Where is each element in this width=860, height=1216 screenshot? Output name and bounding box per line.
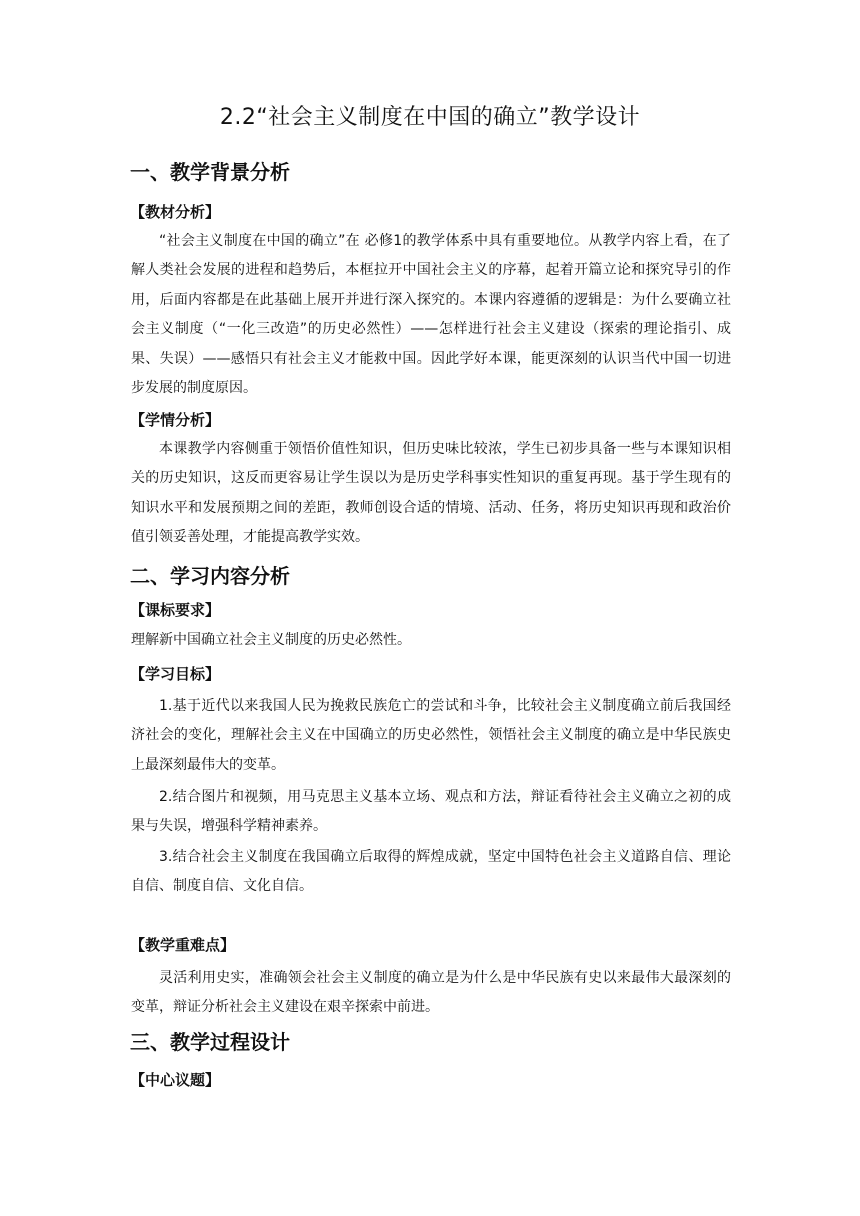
document-title: 2.2“社会主义制度在中国的确立”教学设计 (219, 105, 641, 130)
paragraph-textbook-analysis: “社会主义制度在中国的确立”在 必修1的教学体系中具有重要地位。从教学内容上看，在了解人类社会发展的进程和趋势后，本框拉开中国社会主义的序幕，起着开篇立论和探究导引的作用，后面内容都是在此基础上展开并进行深入探究的。本课内容遵循的逻辑是：为什么要确立社会主义制度（“一化三改造”的历史必然性）——怎样进行社会主义建设（探索的理论指引、成果、失误）——感悟只有社会主义才能救中国。因此学好本课，能更深刻的认识当代中国一切进步发展的制度原因。 (131, 233, 731, 397)
learning-objective-1: 1.基于近代以来我国人民为挽救民族危亡的尝试和斗争，比较社会主义制度确立前后我国经济社会的变化，理解社会主义在中国确立的历史必然性，领悟社会主义制度的确立是中华民族史上最深刻最伟大的变革。 (131, 698, 731, 773)
section-heading-content-analysis: 二、学习内容分析 (130, 564, 290, 588)
section-heading-background: 一、教学背景分析 (130, 160, 290, 184)
learning-objective-2: 2.结合图片和视频，用马克思主义基本立场、观点和方法，辩证看待社会主义确立之初的成果与失误，增强科学精神素养。 (131, 789, 731, 835)
subheading-textbook-analysis: 【教材分析】 (130, 203, 221, 221)
subheading-central-topic: 【中心议题】 (130, 1071, 221, 1089)
subheading-learning-objectives: 【学习目标】 (130, 665, 221, 683)
paragraph-curriculum-requirements: 理解新中国确立社会主义制度的历史必然性。 (131, 632, 411, 648)
subheading-curriculum-requirements: 【课标要求】 (130, 601, 221, 619)
subheading-student-analysis: 【学情分析】 (130, 411, 221, 429)
section-heading-process-design: 三、教学过程设计 (130, 1030, 290, 1054)
paragraph-key-difficulties: 灵活利用史实，准确领会社会主义制度的确立是为什么是中华民族有史以来最伟大最深刻的变革，辩证分析社会主义建设在艰辛探索中前进。 (131, 970, 731, 1016)
subheading-key-difficulties: 【教学重难点】 (130, 936, 236, 954)
paragraph-student-analysis: 本课教学内容侧重于领悟价值性知识，但历史味比较浓，学生已初步具备一些与本课知识相关的历史知识，这反而更容易让学生误以为是历史学科事实性知识的重复再现。基于学生现有的知识水平和发展预期之间的差距，教师创设合适的情境、活动、任务，将历史知识再现和政治价值引领妥善处理，才能提高教学实效。 (131, 441, 731, 546)
learning-objective-3: 3.结合社会主义制度在我国确立后取得的辉煌成就，坚定中国特色社会主义道路自信、理论自信、制度自信、文化自信。 (131, 849, 731, 895)
